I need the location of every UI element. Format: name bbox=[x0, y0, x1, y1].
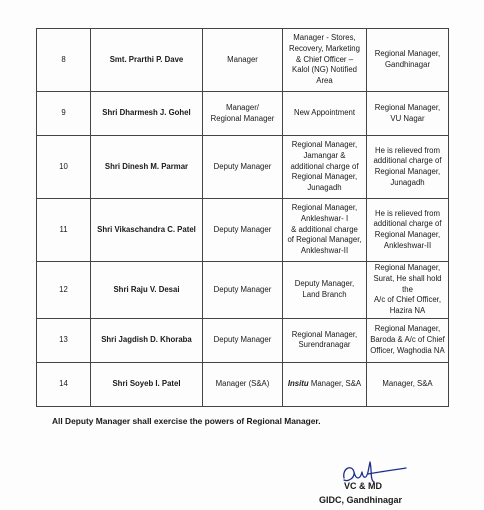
current-posting: Regional Manager, Surendranagar bbox=[283, 318, 367, 362]
serial-no: 13 bbox=[37, 318, 91, 362]
designation: Manager/ Regional Manager bbox=[203, 92, 283, 136]
officer-name: Shri Soyeb I. Patel bbox=[91, 362, 203, 406]
designation: Manager bbox=[203, 29, 283, 92]
new-posting: He is relieved from additional charge of Regional Manager, Junagadh bbox=[367, 136, 449, 199]
new-posting: He is relieved from additional charge of Regional Manager, Ankleshwar-II bbox=[367, 199, 449, 262]
new-posting: Regional Manager, Gandhinagar bbox=[367, 29, 449, 92]
designation: Deputy Manager bbox=[203, 318, 283, 362]
designation: Deputy Manager bbox=[203, 262, 283, 319]
current-posting: New Appointment bbox=[283, 92, 367, 136]
serial-no: 10 bbox=[37, 136, 91, 199]
serial-no: 11 bbox=[37, 199, 91, 262]
table-row bbox=[37, 136, 449, 199]
current-posting: Regional Manager, Ankleshwar- I & additional charge of Regional Manager, Ankleshwar-II bbox=[283, 199, 367, 262]
transfer-table bbox=[36, 28, 449, 407]
current-posting: Regional Manager, Jamangar & additional charge of Regional Manager, Junagadh bbox=[283, 136, 367, 199]
current-posting: Insitu Manager, S&A bbox=[283, 362, 367, 406]
new-posting: Regional Manager, Baroda & A/c of Chief Officer, Waghodia NA bbox=[367, 318, 449, 362]
officer-name: Smt. Prarthi P. Dave bbox=[91, 29, 203, 92]
new-posting: Regional Manager, VU Nagar bbox=[367, 92, 449, 136]
new-posting: Regional Manager, Surat, He shall hold the A/c of Chief Officer, Hazira NA bbox=[367, 262, 449, 319]
new-posting: Manager, S&A bbox=[367, 362, 449, 406]
table-row bbox=[37, 262, 449, 319]
table-row bbox=[37, 92, 449, 136]
table-row bbox=[37, 199, 449, 262]
table-row bbox=[37, 362, 449, 406]
current-posting: Deputy Manager, Land Branch bbox=[283, 262, 367, 319]
designation: Deputy Manager bbox=[203, 136, 283, 199]
footer-note: All Deputy Manager shall exercise the powers of Regional Manager. bbox=[52, 416, 321, 426]
serial-no: 8 bbox=[37, 29, 91, 92]
serial-no: 12 bbox=[37, 262, 91, 319]
officer-name: Shri Dharmesh J. Gohel bbox=[91, 92, 203, 136]
officer-name: Shri Jagdish D. Khoraba bbox=[91, 318, 203, 362]
table-row bbox=[37, 29, 449, 92]
officer-name: Shri Dinesh M. Parmar bbox=[91, 136, 203, 199]
serial-no: 14 bbox=[37, 362, 91, 406]
serial-no: 9 bbox=[37, 92, 91, 136]
designation: Deputy Manager bbox=[203, 199, 283, 262]
officer-name: Shri Raju V. Desai bbox=[91, 262, 203, 319]
signatory-org: GIDC, Gandhinagar bbox=[319, 495, 403, 505]
current-posting: Manager - Stores, Recovery, Marketing & Chief Officer – Kalol (NG) Notified Area bbox=[283, 29, 367, 92]
designation: Manager (S&A) bbox=[203, 362, 283, 406]
table-row bbox=[37, 318, 449, 362]
signatory-title: VC & MD bbox=[344, 481, 382, 491]
officer-name: Shri Vikaschandra C. Patel bbox=[91, 199, 203, 262]
